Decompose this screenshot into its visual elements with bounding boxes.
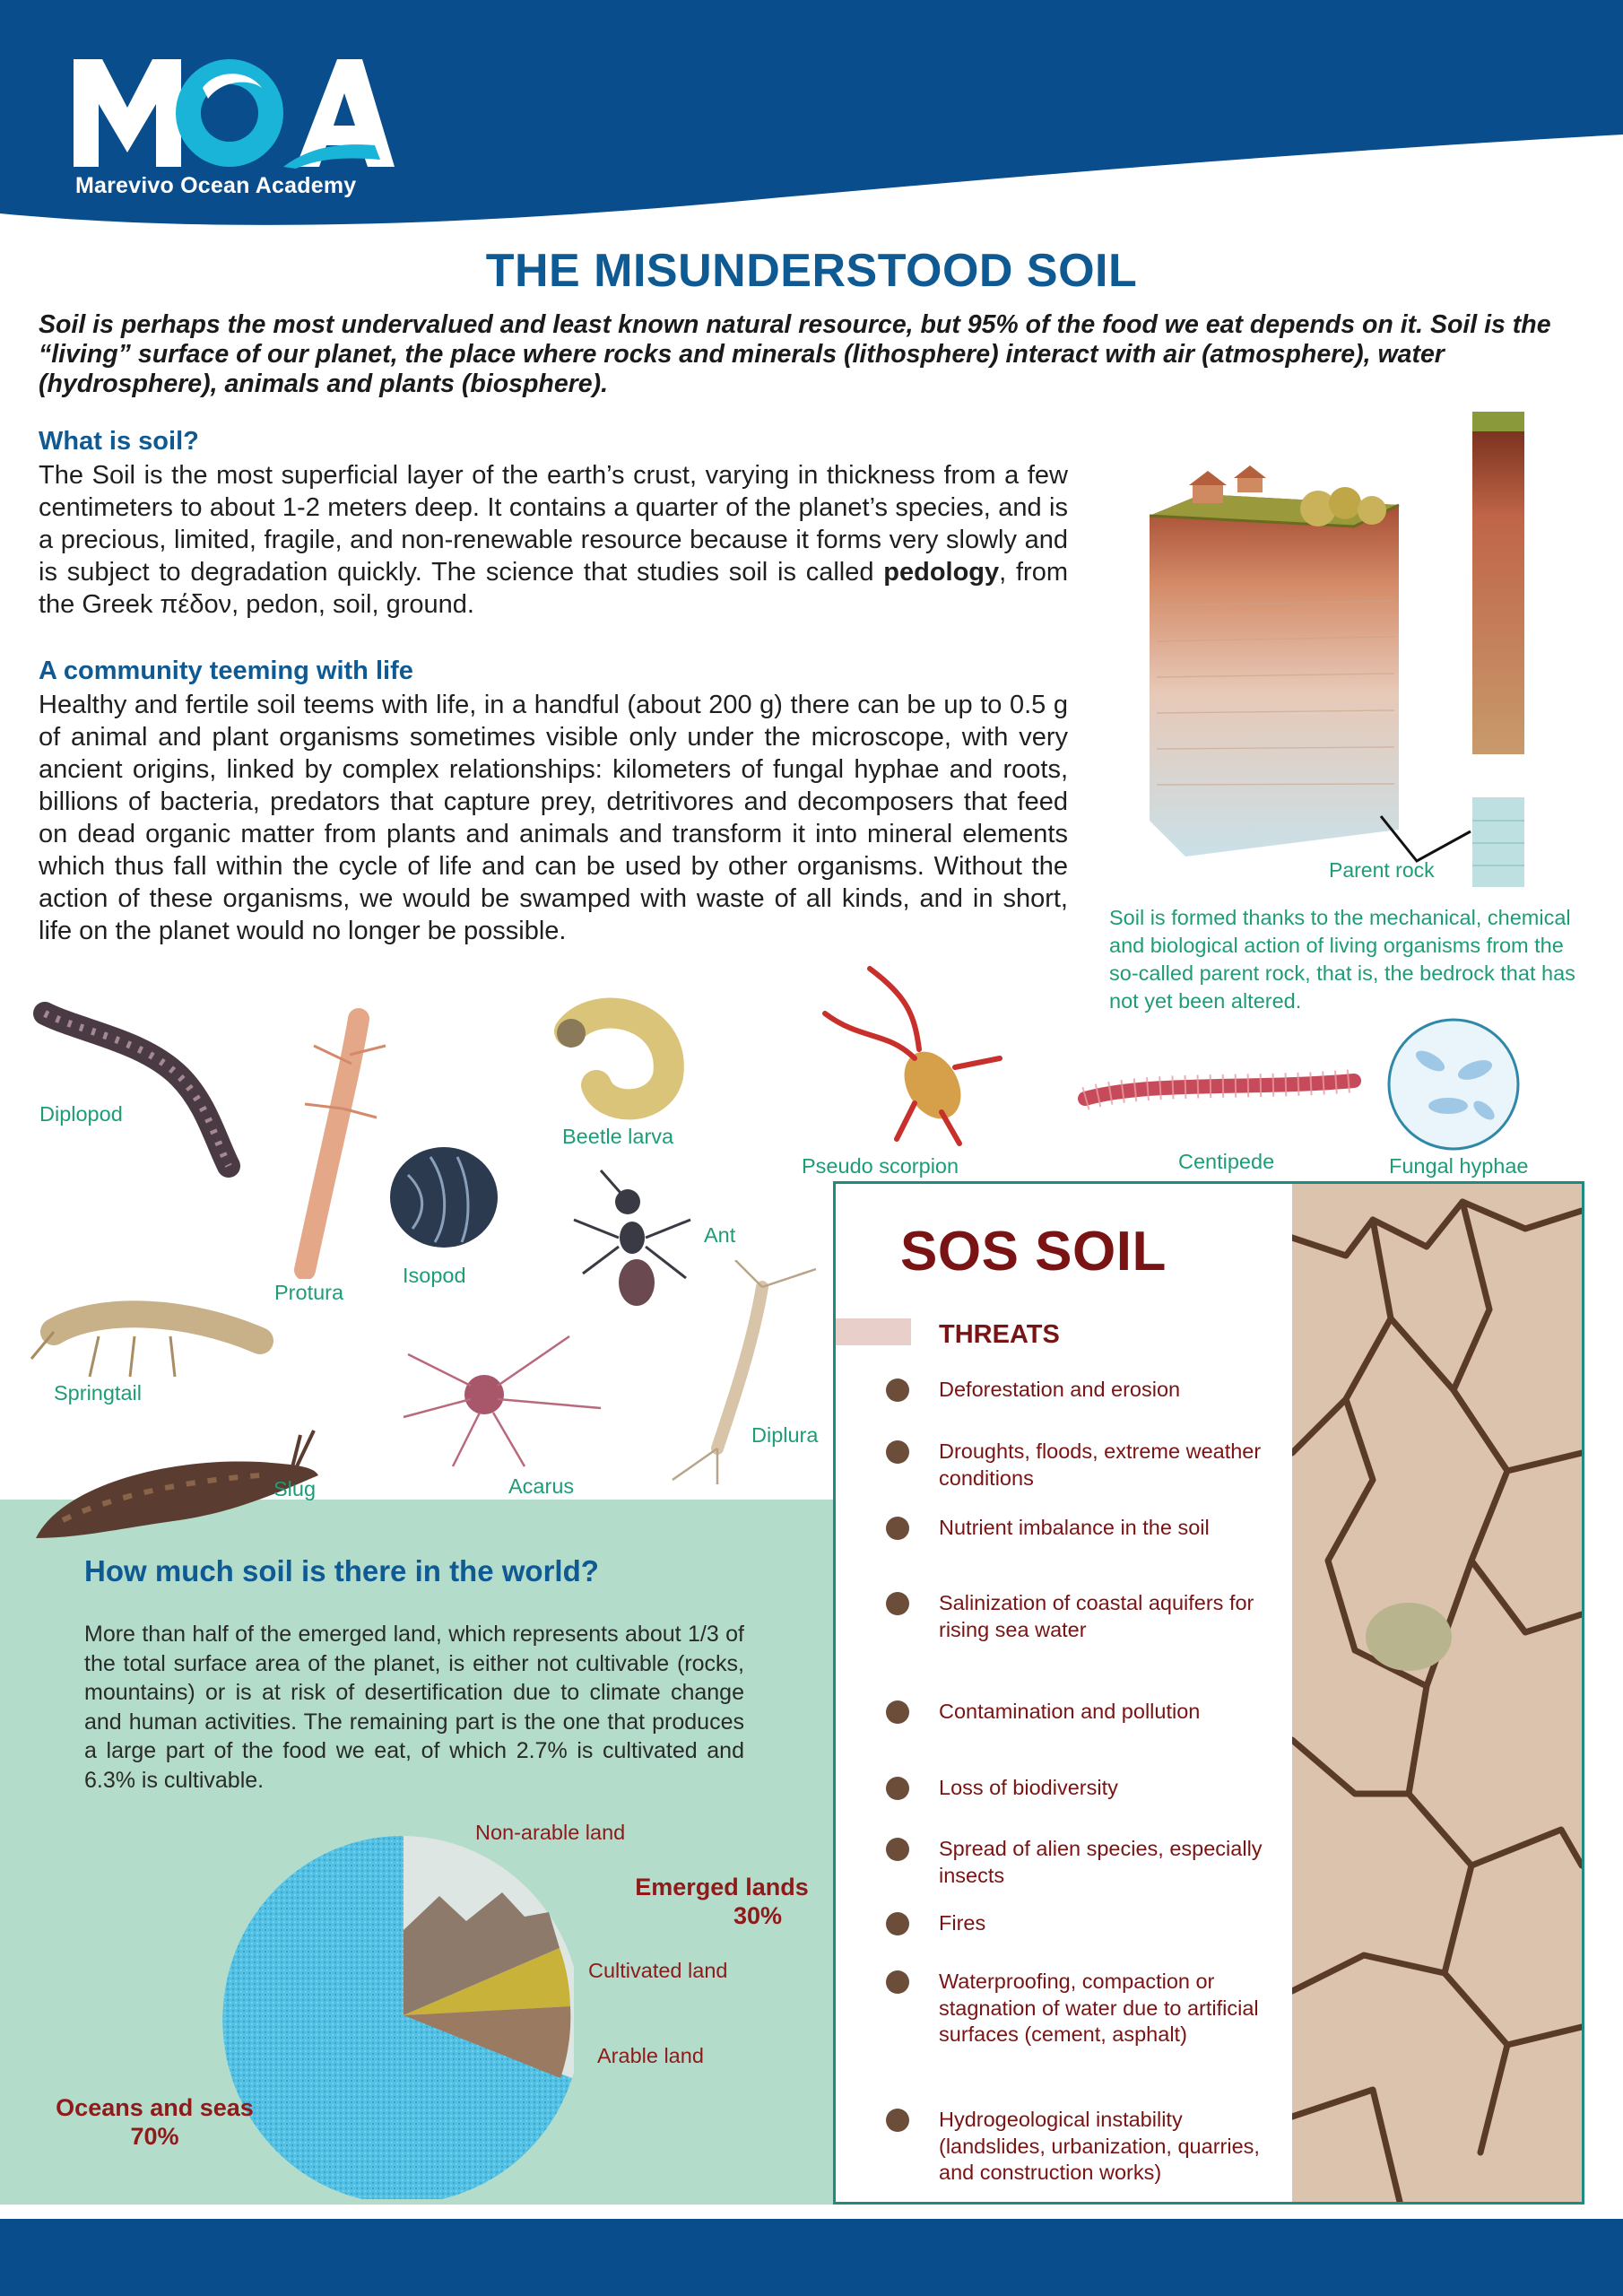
ant-label: Ant — [704, 1223, 736, 1247]
threat-text: Hydrogeological instability (landslides, urbanization, quarries, and construction works) — [939, 2108, 1260, 2184]
logo-subtitle: Marevivo Ocean Academy — [75, 173, 357, 198]
threat-text: Waterproofing, compaction or stagnation of water due to artificial surfaces (cement, asphalt) — [939, 1970, 1259, 2046]
bullet-icon — [886, 1912, 909, 1935]
soil-profile-illustration — [1103, 408, 1569, 892]
what-is-soil-heading: What is soil? — [39, 427, 199, 456]
bullet-icon — [886, 1378, 909, 1402]
acarus-label: Acarus — [508, 1474, 575, 1498]
emerged-lands-text: Emerged lands — [635, 1874, 809, 1900]
cracked-earth-photo — [1292, 1184, 1582, 2202]
diplopod-label: Diplopod — [39, 1102, 123, 1126]
community-text: Healthy and fertile soil teems with life, in a handful (about 200 g) there can be up to 0.5 g of animal and plant organisms sometimes visible only under the microscope, with very ancient origins, linked by complex relationships: kilometers of fungal hyphae and roots, billions of bacteria, predators that capture prey, detritivores and decomposers that feed on dead organic matter from plants and animals and transform it into mineral elements which thus fall within the cycle of life and can be used by other organisms. Without the action of these organisms, we would be swamped with waste of all kinds, and in short, life on the planet would no longer be possible. — [39, 691, 1068, 945]
footer-band — [0, 2219, 1623, 2296]
page-title: THE MISUNDERSTOOD SOIL — [485, 245, 1138, 297]
bullet-icon — [886, 1777, 909, 1800]
bullet-icon — [886, 2109, 909, 2132]
pedology-term: pedology — [883, 558, 1000, 587]
threat-text: Loss of biodiversity — [939, 1776, 1118, 1799]
world-soil-text: More than half of the emerged land, which represents about 1/3 of the total surface area of the planet, is either not cultivable (rocks, mountains) or is at risk of desertification due to climate change and human activities. The remaining part is the one that produces a large part of the food we eat, of which 2.7% is cultivated and 6.3% is cultivable. — [84, 1622, 744, 1793]
fungal-hyphae-label: Fungal hyphae — [1389, 1154, 1529, 1178]
bullet-icon — [886, 1700, 909, 1724]
bullet-icon — [886, 1440, 909, 1464]
threat-text: Salinization of coastal aquifers for rising sea water — [939, 1591, 1254, 1641]
centipede-label: Centipede — [1178, 1150, 1275, 1173]
sos-soil-title: SOS SOIL — [900, 1221, 1167, 1283]
threat-text: Spread of alien species, especially insects — [939, 1837, 1263, 1887]
bullet-icon — [886, 1970, 909, 1994]
parent-rock-label: Parent rock — [1329, 858, 1435, 882]
intro-paragraph: Soil is perhaps the most undervalued and least known natural resource, but 95% of the food we eat depends on it. Soil is the “living” surface of our planet, the place where rocks and minerals (lithosphere) interact with air (atmosphere), water (hydrosphere), animals and plants (biosphere). — [39, 310, 1551, 398]
bullet-icon — [886, 1517, 909, 1540]
bullet-icon — [886, 1592, 909, 1615]
community-heading: A community teeming with life — [39, 657, 413, 685]
isopod-label: Isopod — [403, 1264, 466, 1287]
oceans-label — [45, 2093, 265, 2151]
threats-heading: THREATS — [939, 1320, 1060, 1349]
isopod-illustration — [381, 1139, 507, 1256]
oceans-text: Oceans and seas — [56, 2094, 254, 2121]
world-soil-heading: How much soil is there in the world? — [84, 1554, 599, 1587]
beetle-larva-label: Beetle larva — [562, 1125, 674, 1148]
diplopod-illustration — [27, 996, 242, 1184]
threat-text: Nutrient imbalance in the soil — [939, 1516, 1210, 1539]
emerged-lands-label — [623, 1873, 820, 1930]
cultivated-land-label: Cultivated land — [588, 1959, 728, 1982]
threat-text: Droughts, floods, extreme weather conditions — [939, 1439, 1262, 1490]
springtail-illustration — [27, 1287, 278, 1386]
soil-formation-caption: Soil is formed thanks to the mechanical, chemical and biological action of living organisms from the so-called parent rock, that is, the bedrock that has not yet been altered. — [1109, 906, 1575, 1013]
land-distribution-pie — [215, 1831, 574, 2199]
arable-land-label: Arable land — [597, 2044, 704, 2067]
pseudo-scorpion-label: Pseudo scorpion — [802, 1154, 959, 1178]
what-is-soil-text — [39, 459, 1068, 621]
centipede-illustration — [1076, 1054, 1363, 1152]
threat-text: Deforestation and erosion — [939, 1378, 1181, 1401]
what-is-soil-text-part2: , from the Greek πέδον, pedon, soil, ground. — [39, 558, 1068, 619]
pseudo-scorpion-illustration — [807, 960, 1004, 1148]
springtail-label: Springtail — [54, 1381, 142, 1405]
what-is-soil-text-part1: The Soil is the most superficial layer of the earth’s crust, varying in thickness from a few centimeters to about 1-2 meters deep. It contains a quarter of the planet’s species, and is a precious, limited, fragile, and non-renewable resource because it forms very slowly and is subject to degradation quickly. The science that studies soil is called — [39, 461, 1068, 587]
diplura-label: Diplura — [751, 1423, 819, 1447]
beetle-larva-illustration — [542, 996, 686, 1121]
oceans-value: 70% — [130, 2123, 179, 2150]
bullet-icon — [886, 1838, 909, 1861]
protura-label: Protura — [274, 1281, 344, 1304]
non-arable-label: Non-arable land — [475, 1821, 626, 1844]
slug-label: Slug — [273, 1477, 317, 1500]
threat-text: Contamination and pollution — [939, 1700, 1201, 1723]
protura-illustration — [269, 1001, 395, 1279]
emerged-lands-value: 30% — [733, 1902, 783, 1929]
acarus-illustration — [399, 1309, 605, 1471]
threats-swatch — [836, 1318, 911, 1345]
diplura-illustration — [664, 1260, 825, 1484]
footer-divider — [0, 2205, 1623, 2219]
threat-text: Fires — [939, 1911, 986, 1935]
fungal-hyphae-illustration — [1385, 1016, 1522, 1152]
